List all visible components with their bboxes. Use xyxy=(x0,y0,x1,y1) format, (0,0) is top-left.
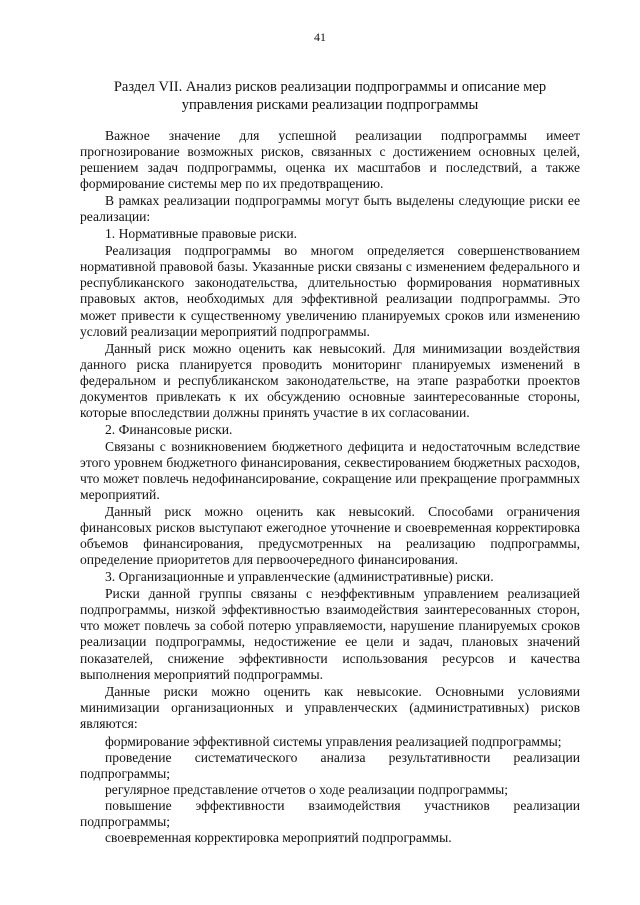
paragraph: Реализация подпрограммы во многом определяется совершенствованием нормативной правовой базы. Указанные риски связаны с изменением федерального и республиканского законодательства, длительностью формирования нормативных правовых актов, необходимых для эффективной реализации подпрограммы. Это может привести к существенному увеличению планируемых сроков или изменению условий реализации мероприятий подпрограммы. xyxy=(80,243,580,339)
section-title-line-1: Раздел VII. Анализ рисков реализации подпрограммы и описание мер xyxy=(113,79,547,95)
paragraph: Связаны с возникновением бюджетного дефицита и недостаточным вследствие этого уровнем бюджетного финансирования, секвестированием бюджетных расходов, что может повлечь недофинансирование, сокращение или прекращение программных мероприятий. xyxy=(80,438,580,503)
paragraph: Риски данной группы связаны с неэффективным управлением реализацией подпрограммы, низкой эффективностью взаимодействия заинтересованных сторон, что может повлечь за собой потерю управляемости, нарушение планируемых сроков реализации подпрограммы, недостижение ее цели и задач, плановых значений показателей, снижение эффективности использования ресурсов и качества выполнения мероприятий подпрограммы. xyxy=(80,586,580,682)
list-item: формирование эффективной системы управления реализацией подпрограммы; xyxy=(105,733,562,749)
subsection-heading: 3. Организационные и управленческие (административные) риски. xyxy=(105,569,494,585)
subsection-heading: 1. Нормативные правовые риски. xyxy=(105,226,298,242)
paragraph: Важное значение для успешной реализации подпрограммы имеет прогнозирование возможных рисков, связанных с достижением основных целей, решением задач подпрограммы, оценка их масштабов и последствий, а также формирование системы мер по их предотвращению. xyxy=(80,128,580,192)
subsection-heading: 2. Финансовые риски. xyxy=(105,421,233,437)
list-item: своевременная корректировка мероприятий подпрограммы. xyxy=(105,830,452,846)
paragraph: В рамках реализации подпрограммы могут быть выделены следующие риски ее реализации: xyxy=(80,193,580,225)
page-number: 41 xyxy=(314,30,326,44)
paragraph: Данные риски можно оценить как невысокие. Основными условиями минимизации организационных и управленческих (административных) рисков являются: xyxy=(80,683,580,731)
list-item: регулярное представление отчетов о ходе реализации подпрограммы; xyxy=(105,781,509,797)
paragraph: Данный риск можно оценить как невысокий. Для минимизации воздействия данного риска планируется проводить мониторинг планируемых изменений в федеральном и республиканском законодательстве, на этапе разработки проектов документов привлекать к их обсуждению основные заинтересованные стороны, которые впоследствии должны принять участие в их согласовании. xyxy=(80,340,580,420)
list-item: проведение систематического анализа результативности реализации подпрограммы; xyxy=(80,749,580,781)
paragraph: Данный риск можно оценить как невысокий. Способами ограничения финансовых рисков выступают ежегодное уточнение и своевременная корректировка объемов финансирования, предусмотренных на реализацию подпрограммы, определение приоритетов для первоочередного финансирования. xyxy=(80,504,580,568)
section-title xyxy=(100,78,560,114)
document-body xyxy=(80,128,580,846)
list-item: повышение эффективности взаимодействия участников реализации подпрограммы; xyxy=(80,797,580,829)
section-title-line-2: управления рисками реализации подпрограммы xyxy=(181,97,479,113)
